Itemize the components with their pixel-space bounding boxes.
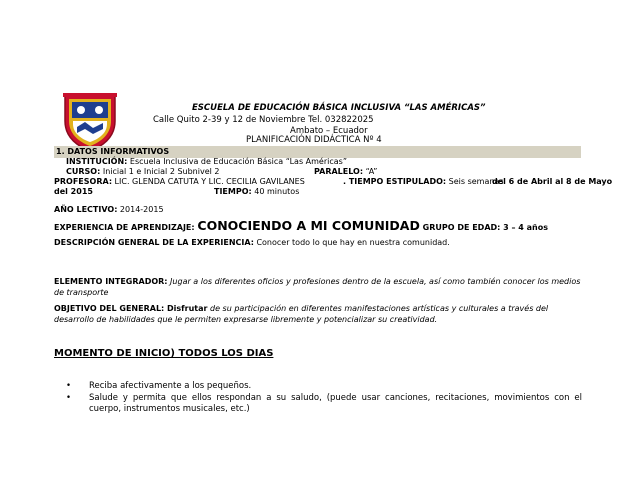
grupo-edad: GRUPO DE EDAD: 3 – 4 años: [419, 223, 548, 232]
elemento-integrador: [54, 277, 590, 298]
experiencia-line: [54, 218, 548, 233]
school-title: ESCUELA DE EDUCACIÓN BÁSICA INCLUSIVA “LAS AMÉRICAS”: [192, 103, 486, 113]
fecha-inicio: del 6 de Abril al 8 de Mayo: [492, 177, 613, 186]
profesora-value: LIC. GLENDA CATUTA Y LIC. CECILIA GAVILANES: [112, 177, 305, 186]
institucion-label: INSTITUCIÓN:: [66, 157, 128, 166]
paralelo-line: [314, 167, 377, 176]
tiempo-estipulado-value: Seis semanas: [446, 177, 504, 186]
bullet-icon: •: [66, 393, 72, 403]
school-crest-icon: [59, 91, 121, 153]
list-item-text: Salude y permita que ellos respondan a su saludo, (puede usar canciones, recitaciones, movimientos con el cuerpo, instrumentos musicales, etc.): [89, 393, 582, 414]
ano-lectivo-value: 2014-2015: [117, 205, 164, 214]
activity-list: [64, 381, 582, 416]
curso-line: [66, 167, 219, 176]
experiencia-label: EXPERIENCIA DE APRENDIZAJE:: [54, 223, 198, 232]
profesora-label: PROFESORA:: [54, 177, 113, 186]
profesora-line: [54, 177, 305, 186]
tiempo-label: TIEMPO:: [214, 187, 252, 196]
tiempo-estipulado-label: . TIEMPO ESTIPULADO:: [343, 177, 447, 186]
ano-lectivo-line: [54, 205, 164, 214]
tiempo-estipulado-line: [343, 177, 504, 186]
elemento-label: ELEMENTO INTEGRADOR:: [54, 277, 168, 286]
paralelo-label: PARALELO:: [314, 167, 364, 176]
bullet-icon: •: [66, 381, 72, 391]
objetivo-general: [54, 304, 590, 325]
objetivo-label: OBJETIVO DEL GENERAL: Disfrutar: [54, 304, 208, 313]
descripcion-value: Conocer todo lo que hay en nuestra comunidad.: [253, 238, 450, 247]
list-item: [64, 393, 582, 415]
list-item: [64, 381, 582, 392]
list-item-text: Reciba afectivamente a los pequeños.: [89, 381, 252, 391]
fecha-fin: del 2015: [54, 187, 93, 196]
school-city: Ambato – Ecuador: [290, 126, 368, 136]
paralelo-value: “A”: [363, 167, 378, 176]
institucion-line: [66, 157, 347, 166]
tiempo-line: [214, 187, 299, 196]
experiencia-value: CONOCIENDO A MI COMUNIDAD: [197, 218, 420, 233]
momento-title: MOMENTO DE INICIO) TODOS LOS DIAS: [54, 348, 274, 359]
objetivo-value: de su participación en diferentes manifestaciones artísticas y culturales a través del desarrollo de habilidades que le permiten expresarse libremente y potencializar su creatividad.: [54, 304, 549, 324]
descripcion-label: DESCRIPCIÓN GENERAL DE LA EXPERIENCIA:: [54, 238, 254, 247]
descripcion-line: [54, 238, 450, 247]
institucion-value: Escuela Inclusiva de Educación Básica “Las Américas”: [127, 157, 347, 166]
plan-title: PLANIFICACIÓN DIDÁCTICA Nº 4: [246, 135, 382, 145]
ano-lectivo-label: AÑO LECTIVO:: [54, 205, 118, 214]
curso-label: CURSO:: [66, 167, 101, 176]
school-address: Calle Quito 2-39 y 12 de Noviembre Tel. 032822025: [153, 115, 374, 125]
curso-value: Inicial 1 e Inicial 2 Subnivel 2: [100, 167, 220, 176]
tiempo-value: 40 minutos: [251, 187, 300, 196]
section-title: 1. DATOS INFORMATIVOS: [56, 147, 170, 156]
elemento-value: Jugar a los diferentes oficios y profesiones dentro de la escuela, así como también conocer los medios de transporte: [54, 277, 581, 297]
